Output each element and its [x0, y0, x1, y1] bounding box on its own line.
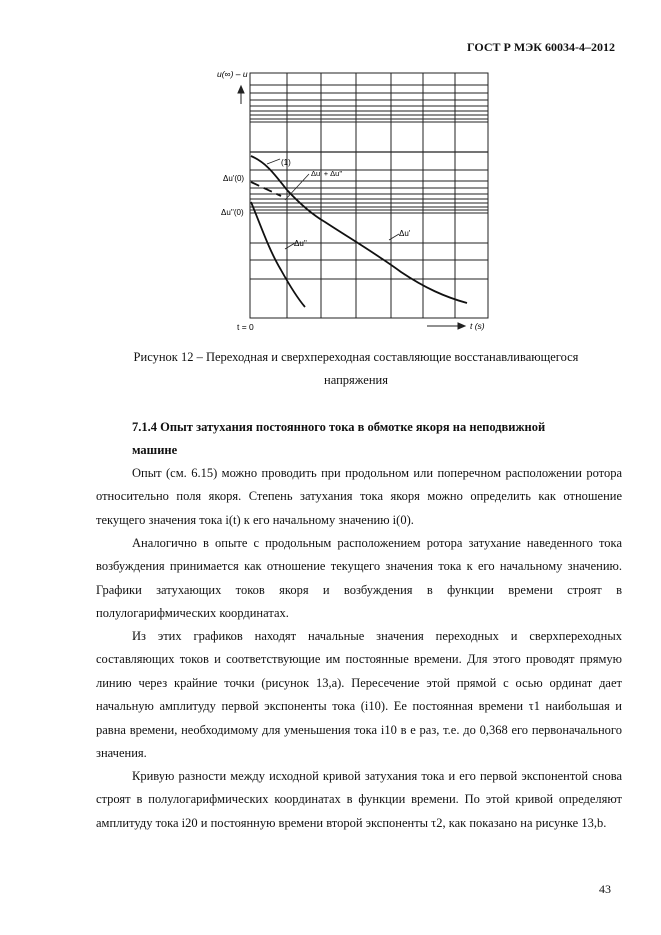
- figure-caption: [90, 346, 622, 392]
- transient-voltage-figure: [205, 60, 505, 340]
- origin-label: t = 0: [237, 322, 254, 332]
- label-du1-zero: Δu'(0): [223, 174, 245, 183]
- document-header: ГОСТ Р МЭК 60034-4–2012: [467, 40, 615, 54]
- page-number: 43: [599, 882, 611, 896]
- grid: [250, 73, 488, 318]
- label-du1: Δu': [399, 229, 411, 238]
- section-title: [132, 416, 602, 462]
- x-axis-label: t (s): [470, 321, 485, 331]
- label-du2-zero: Δu''(0): [221, 208, 244, 217]
- curve-du2: [251, 202, 305, 307]
- section-title-line-1: 7.1.4 Опыт затухания постоянного тока в обмотке якоря на неподвижной: [132, 420, 546, 434]
- paragraph-4: Кривую разности между исходной кривой затухания тока и его первой экспонентой снова строят в полулогарифмических координатах в функции времени. По этой кривой определяют амплитуду тока i20 и постоянную времени второй экспоненты τ2, как показано на рисунке 13,b.: [96, 769, 622, 830]
- paragraph-1: Опыт (см. 6.15) можно проводить при продольном или поперечном расположении ротора относительно поля якоря. Степень затухания тока якоря можно определить как отношение текущего значения тока i(t) к его начальному значению i(0).: [96, 466, 622, 527]
- y-axis-label: u(∞) – u: [217, 69, 248, 79]
- caption-line-1: Рисунок 12 – Переходная и сверхпереходная составляющие восстанавливающегося: [133, 350, 579, 364]
- curve-total: [251, 156, 467, 303]
- y-axis-arrow: [238, 86, 244, 104]
- label-curve-1: (1): [281, 158, 291, 167]
- x-axis-arrow: [427, 323, 465, 329]
- paragraph-3: Из этих графиков находят начальные значения переходных и сверхпереходных составляющих токов и соответствующие им постоянные времени. Для этого проводят прямую линию через крайние точки (рисунок 13,a). Пересечение этой прямой с осью ординат дает начальную амплитуду первой экспоненты тока (i10). Ее постоянная времени τ1 наибольшая и равна времени, необходимому для уменьшения тока i10 в e раз, т.е. до 0,368 его первоначального значения.: [96, 629, 622, 761]
- paragraph-2: Аналогично в опыте с продольным расположением ротора затухание наведенного тока возбуждения принимается как отношение текущего значения тока к его начальному значению. Графики затухающих токов якоря и возбуждения в функции времени строят в полулогарифмических координатах.: [96, 536, 622, 621]
- label-du-sum: Δu' + Δu'': [311, 169, 343, 178]
- section-title-line-2: машине: [132, 443, 178, 457]
- caption-line-2: напряжения: [324, 373, 388, 387]
- label-du2: Δu'': [294, 239, 307, 248]
